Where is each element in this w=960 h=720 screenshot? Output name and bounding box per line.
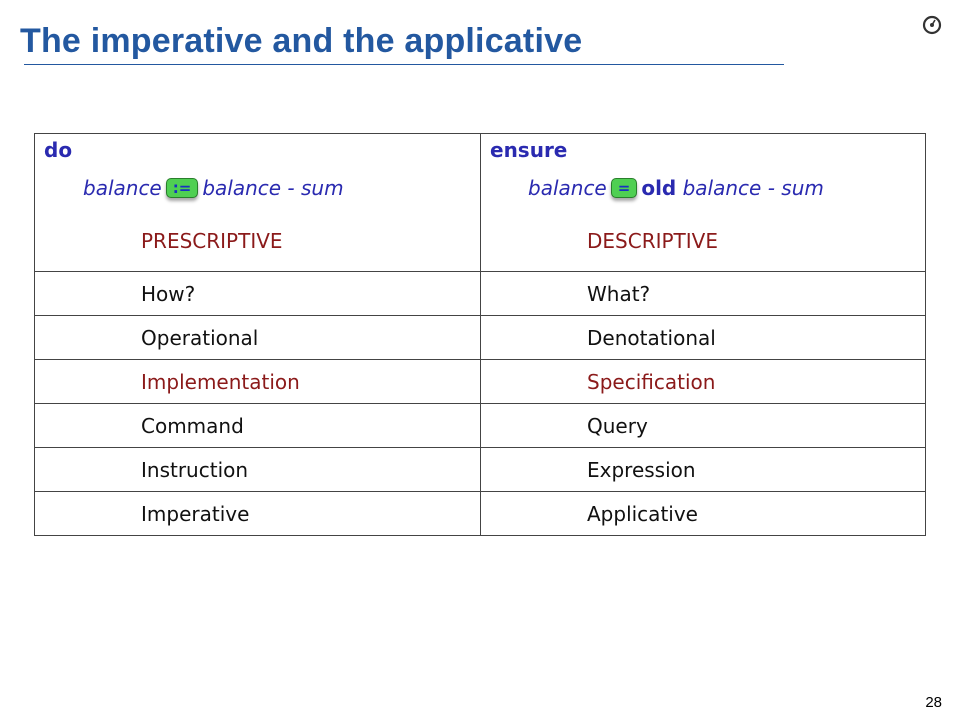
assignment-lhs: balance — [83, 176, 162, 200]
old-keyword: old — [641, 176, 677, 200]
equals-operator-badge: = — [611, 178, 638, 198]
comparison-table — [34, 133, 926, 536]
imperative-term: Instruction — [35, 448, 481, 491]
table-row — [35, 491, 925, 535]
table-row — [35, 447, 925, 491]
applicative-term: Expression — [587, 458, 696, 482]
table-row — [35, 226, 925, 271]
imperative-term: Operational — [35, 316, 481, 359]
postcondition-expression — [528, 176, 824, 200]
applicative-term: DESCRIPTIVE — [587, 229, 718, 253]
postcondition-rhs: balance - sum — [682, 176, 824, 200]
imperative-term: PRESCRIPTIVE — [35, 226, 481, 271]
do-keyword: do — [44, 138, 73, 162]
table-row — [35, 359, 925, 403]
table-row — [35, 315, 925, 359]
applicative-code-cell — [481, 134, 927, 226]
applicative-term: What? — [587, 282, 651, 306]
assignment-expression — [83, 176, 344, 200]
assign-operator-badge: := — [166, 178, 199, 198]
imperative-term: Command — [35, 404, 481, 447]
imperative-term: How? — [35, 272, 481, 315]
table-row — [35, 271, 925, 315]
table-row — [35, 403, 925, 447]
applicative-term: Denotational — [587, 326, 716, 350]
imperative-code-cell — [35, 134, 481, 226]
title-underline — [24, 64, 784, 65]
page-number: 28 — [925, 694, 942, 711]
postcondition-lhs: balance — [528, 176, 607, 200]
applicative-term: Specification — [587, 370, 716, 394]
applicative-term: Applicative — [587, 502, 698, 526]
slide-title: The imperative and the applicative — [20, 22, 583, 60]
comparison-rows — [35, 226, 925, 535]
imperative-term: Implementation — [35, 360, 481, 403]
clock-logo-icon — [921, 14, 943, 36]
code-header-row — [35, 134, 925, 226]
assignment-rhs: balance - sum — [202, 176, 344, 200]
imperative-term: Imperative — [35, 492, 481, 535]
ensure-keyword: ensure — [490, 138, 568, 162]
applicative-term: Query — [587, 414, 648, 438]
